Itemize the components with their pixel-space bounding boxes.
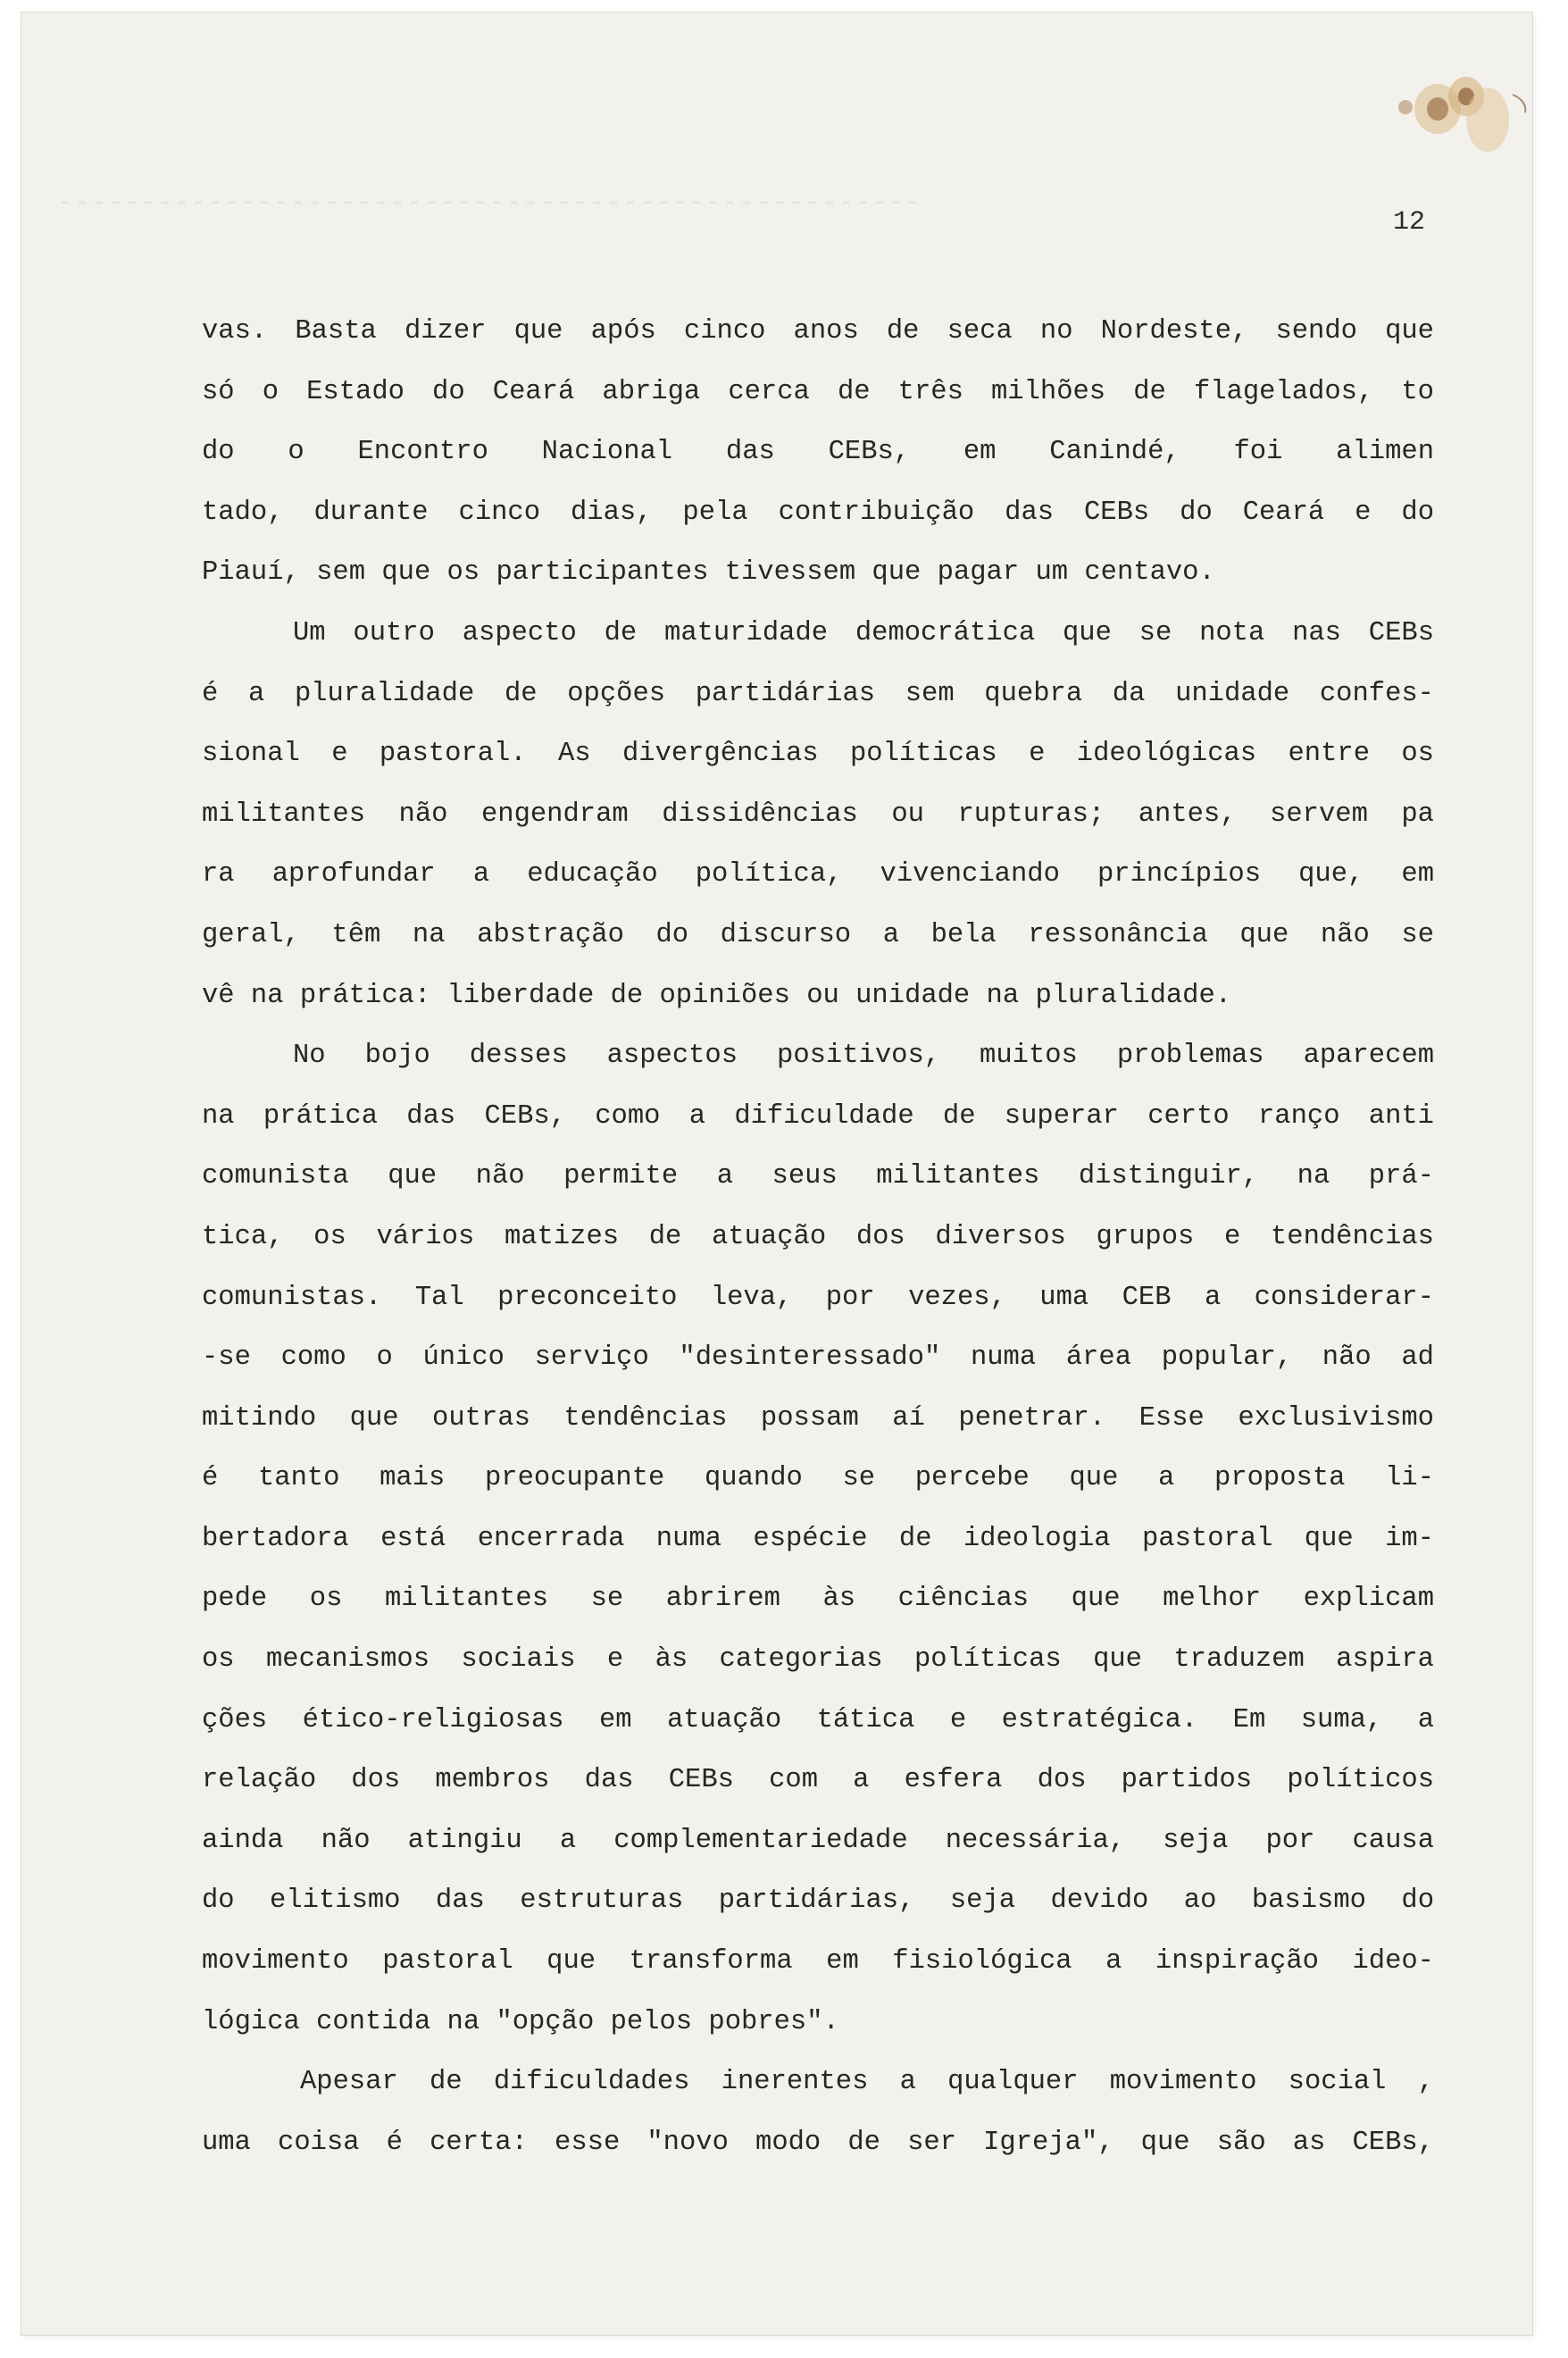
- text-line: é tanto mais preocupante quando se percebe que a proposta li-: [202, 1463, 1434, 1494]
- text-line: do elitismo das estruturas partidárias, seja devido ao basismo do: [202, 1886, 1434, 1917]
- text-line: os mecanismos sociais e às categorias políticas que traduzem aspira: [202, 1644, 1434, 1676]
- text-line: vas. Basta dizer que após cinco anos de seca no Nordeste, sendo que: [202, 316, 1434, 347]
- text-line: comunistas. Tal preconceito leva, por vezes, uma CEB a considerar-: [202, 1282, 1434, 1313]
- text-line: vê na prática: liberdade de opiniões ou unidade na pluralidade.: [202, 980, 1232, 1011]
- text-line: na prática das CEBs, como a dificuldade de superar certo ranço anti: [202, 1100, 1434, 1132]
- text-line: ra aprofundar a educação política, vivenciando princípios que, em: [202, 859, 1434, 891]
- text-line: do o Encontro Nacional das CEBs, em Canindé, foi alimen: [202, 437, 1434, 468]
- text-line: -se como o único serviço "desinteressado" numa área popular, não ad: [202, 1342, 1434, 1374]
- text-line: mitindo que outras tendências possam aí penetrar. Esse exclusivismo: [202, 1402, 1434, 1434]
- text-line: tica, os vários matizes de atuação dos diversos grupos e tendências: [202, 1221, 1434, 1252]
- text-line: ainda não atingiu a complementariedade necessária, seja por causa: [202, 1825, 1434, 1856]
- text-line: é a pluralidade de opções partidárias sem quebra da unidade confes-: [202, 678, 1434, 709]
- text-line: militantes não engendram dissidências ou rupturas; antes, servem pa: [202, 799, 1434, 830]
- page-number: 12: [1393, 207, 1426, 238]
- text-line: só o Estado do Ceará abriga cerca de três milhões de flagelados, to: [202, 376, 1434, 407]
- text-line: bertadora está encerrada numa espécie de ideologia pastoral que im-: [202, 1523, 1434, 1554]
- text-line: comunista que não permite a seus militantes distinguir, na prá-: [202, 1161, 1434, 1192]
- text-line: lógica contida na "opção pelos pobres".: [202, 2006, 839, 2037]
- body-text: [202, 302, 1434, 2173]
- paragraph-start-line: No bojo desses aspectos positivos, muitos problemas aparecem: [293, 1041, 1434, 1072]
- text-line: Piauí, sem que os participantes tivessem que pagar um centavo.: [202, 557, 1215, 589]
- text-line: uma coisa é certa: esse "novo modo de ser Igreja", que são as CEBs,: [202, 2127, 1434, 2158]
- paragraph-start-line: Apesar de dificuldades inerentes a qualquer movimento social ,: [300, 2067, 1434, 2098]
- bleed-through: ----------------------------------------------------: [57, 188, 922, 219]
- text-line: ções ético-religiosas em atuação tática e estratégica. Em suma, a: [202, 1704, 1434, 1735]
- text-line: pede os militantes se abrirem às ciências que melhor explicam: [202, 1584, 1434, 1615]
- text-line: relação dos membros das CEBs com a esfera dos partidos políticos: [202, 1765, 1434, 1796]
- paragraph-start-line: Um outro aspecto de maturidade democrática que se nota nas CEBs: [293, 617, 1434, 648]
- text-line: tado, durante cinco dias, pela contribuição das CEBs do Ceará e do: [202, 497, 1434, 528]
- text-line: geral, têm na abstração do discurso a bela ressonância que não se: [202, 919, 1434, 950]
- text-line: sional e pastoral. As divergências políticas e ideológicas entre os: [202, 739, 1434, 770]
- rust-stain: [1379, 59, 1548, 157]
- text-line: movimento pastoral que transforma em fisiológica a inspiração ideo-: [202, 1946, 1434, 1978]
